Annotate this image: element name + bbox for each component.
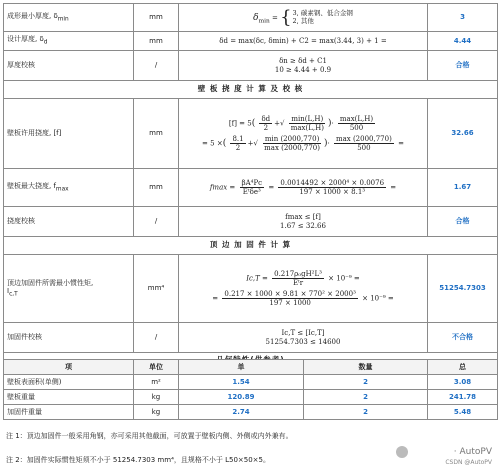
geo-item: 壁板表面积(单侧) <box>4 375 134 390</box>
result-deflection-check: 合格 <box>428 207 498 237</box>
label-allow-deflection: 壁板许用挠度, [f] <box>4 99 134 169</box>
formula-max-deflection: fmax = $\frac{\text{βA⁴Pc}}{\text{Eᵗδe³}}$ = $\frac{\text{0.0014492 × 2000⁴ × 0.0076}}{\text{197 × 1000 × 8.1³}}$ = <box>179 169 428 207</box>
geo-unit: m² <box>134 375 179 390</box>
geo-single: 1.54 <box>179 375 304 390</box>
geo-header-qty: 数量 <box>304 360 428 375</box>
label-stiffener-inertia: 顶边加固件所需最小惯性矩, $I_{c,T}$ <box>4 255 134 323</box>
geo-total: 3.08 <box>428 375 498 390</box>
geo-unit: kg <box>134 390 179 405</box>
row-stiffener-check <box>4 323 498 353</box>
geo-header-total: 总 <box>428 360 498 375</box>
label-min-thickness: 成形最小厚度, $\delta_{min}$ <box>4 4 134 32</box>
section-title-stiffener: 顶 边 加 固 件 计 算 <box>4 237 498 255</box>
table-row <box>4 390 498 405</box>
result-thickness-check: 合格 <box>428 51 498 81</box>
label-stiffener-check: 加固件校核 <box>4 323 134 353</box>
formula-allow-deflection: [f] = 5( $\frac{\delta d}{2}$ +√ $\frac{\min(L,H)}{\max(L,H)}$ )· $\frac{\max(L,H)}{500}$ = 5 ×( $\frac{8.1}{2}$ +√ $\frac{\min (2000,770)}{\max (2000,770)}$ )· $\frac{\max (2000,770)}{500}$ = <box>179 99 428 169</box>
row-stiffener-inertia <box>4 255 498 323</box>
result-max-deflection: 1.67 <box>428 169 498 207</box>
geo-total: 241.78 <box>428 390 498 405</box>
geo-qty: 2 <box>304 375 428 390</box>
unit-stiffener-inertia: mm⁴ <box>134 255 179 323</box>
geo-qty: 2 <box>304 390 428 405</box>
unit-thickness-check: / <box>134 51 179 81</box>
row-deflection-check <box>4 207 498 237</box>
note-1: 注 1：顶边加固件一般采用角钢，亦可采用其他截面，可放置于壁板内侧、外侧或内外兼有。 <box>6 432 293 440</box>
section-deflection <box>4 81 498 99</box>
formula-design-thickness: δd = max(δc, δmin) + C2 = max(3.44, 3) + 1 = <box>179 32 428 51</box>
row-design-thickness <box>4 32 498 51</box>
label-deflection-check: 挠度校核 <box>4 207 134 237</box>
result-min-thickness: 3 <box>428 4 498 32</box>
geo-header-single: 单 <box>179 360 304 375</box>
unit-stiffener-check: / <box>134 323 179 353</box>
label-max-deflection: 壁板最大挠度, $f_{max}$ <box>4 169 134 207</box>
table-row <box>4 375 498 390</box>
formula-thickness-check: δn ≥ δd + C1 10 ≥ 4.44 + 0.9 <box>179 51 428 81</box>
note-2: 注 2：加固件实际惯性矩须不小于 51254.7303 mm⁴，且规格不小于 L50×50×5。 <box>6 456 271 464</box>
geo-item: 壁板重量 <box>4 390 134 405</box>
geometry-header-row <box>4 360 498 375</box>
wechat-logo-icon <box>396 446 408 458</box>
unit-design-thickness: mm <box>134 32 179 51</box>
geo-header-unit: 单位 <box>134 360 179 375</box>
watermark-small: CSDN @AutoPV <box>445 459 492 466</box>
result-stiffener-check: 不合格 <box>428 323 498 353</box>
row-allow-deflection <box>4 99 498 169</box>
unit-max-deflection: mm <box>134 169 179 207</box>
calc-table <box>3 3 498 369</box>
label-design-thickness: 设计厚度, $\delta_d$ <box>4 32 134 51</box>
geo-qty: 2 <box>304 405 428 420</box>
geo-unit: kg <box>134 405 179 420</box>
result-allow-deflection: 32.66 <box>428 99 498 169</box>
unit-min-thickness: mm <box>134 4 179 32</box>
row-min-thickness <box>4 4 498 32</box>
formula-min-thickness: $\delta_{min}$ = { 3, 碳素钢、低合金钢 2, 其他 <box>179 4 428 32</box>
label-thickness-check: 厚度校核 <box>4 51 134 81</box>
result-stiffener-inertia: 51254.7303 <box>428 255 498 323</box>
geo-header-item: 项 <box>4 360 134 375</box>
geo-item: 加固件重量 <box>4 405 134 420</box>
table-row <box>4 405 498 420</box>
unit-allow-deflection: mm <box>134 99 179 169</box>
formula-stiffener-check: Ic,T ≤ [Ic,T] 51254.7303 ≤ 14600 <box>179 323 428 353</box>
formula-deflection-check: fmax ≤ [f] 1.67 ≤ 32.66 <box>179 207 428 237</box>
row-max-deflection <box>4 169 498 207</box>
geo-single: 2.74 <box>179 405 304 420</box>
formula-stiffener-inertia: Ic,T = $\frac{\text{0.217ρ₀gH²L³}}{\text{Eᵗr}}$ × 10⁻⁹ = = $\frac{\text{0.217 × 1000 × 9.81 × 770² × 2000³}}{197 \times 1000}$ × 10⁻⁹ = <box>179 255 428 323</box>
section-stiffener <box>4 237 498 255</box>
geo-total: 5.48 <box>428 405 498 420</box>
watermark-brand: · AutoPV <box>453 447 492 457</box>
section-title-deflection: 壁 板 挠 度 计 算 及 校 核 <box>4 81 498 99</box>
unit-deflection-check: / <box>134 207 179 237</box>
row-thickness-check <box>4 51 498 81</box>
result-design-thickness: 4.44 <box>428 32 498 51</box>
geometry-table <box>3 359 498 420</box>
geo-single: 120.89 <box>179 390 304 405</box>
